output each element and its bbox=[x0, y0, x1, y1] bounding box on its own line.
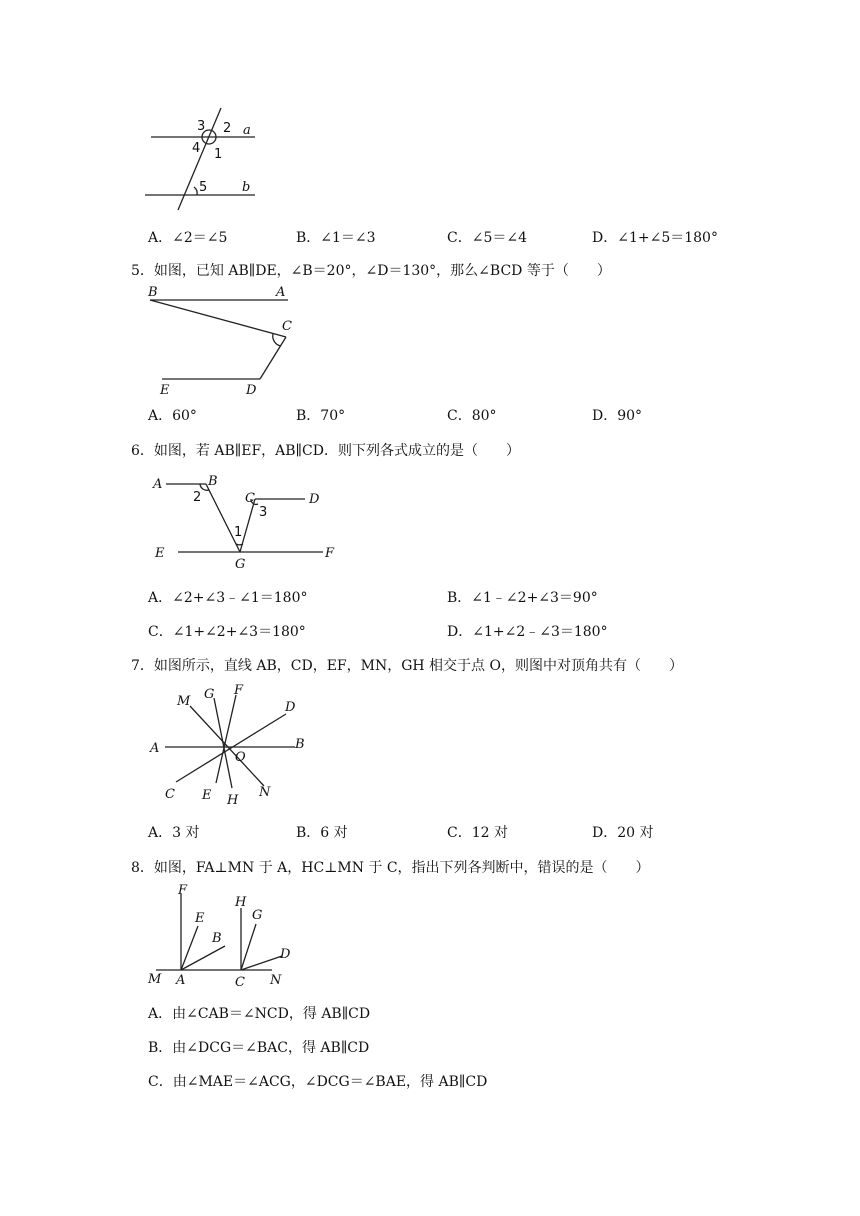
q7-label-d: D bbox=[285, 700, 296, 715]
q4-label-a: a bbox=[243, 123, 251, 138]
q8-option-a[interactable]: A．由∠CAB＝∠NCD，得 AB∥CD bbox=[148, 1006, 371, 1022]
q8-label-n: N bbox=[270, 973, 282, 988]
q8-label-a: A bbox=[176, 973, 186, 988]
q8-label-h: H bbox=[235, 895, 247, 910]
q5-label-e: E bbox=[160, 383, 170, 398]
q6-option-a[interactable]: A．∠2+∠3﹣∠1＝180° bbox=[148, 590, 308, 606]
q5-label-d: D bbox=[246, 383, 257, 398]
q6-label-3: 3 bbox=[259, 505, 268, 520]
q6-label-g: G bbox=[235, 557, 246, 572]
q7-option-a[interactable]: A．3 对 bbox=[148, 825, 200, 841]
q7-label-c: C bbox=[165, 787, 175, 802]
q5-option-c[interactable]: C．80° bbox=[447, 408, 497, 424]
q6-label-2: 2 bbox=[193, 490, 202, 505]
q8-label-m: M bbox=[148, 972, 162, 987]
q7-label-b: B bbox=[295, 737, 305, 752]
q7-text: 7．如图所示，直线 AB，CD，EF，MN，GH 相交于点 O，则图中对顶角共有（ ） bbox=[131, 658, 683, 674]
q6-label-d: D bbox=[309, 492, 320, 507]
q7-label-g: G bbox=[204, 687, 215, 702]
q8-label-f: F bbox=[178, 883, 188, 898]
q5-label-c: C bbox=[282, 319, 292, 334]
q6-option-b[interactable]: B．∠1﹣∠2+∠3＝90° bbox=[447, 590, 598, 606]
q8-text: 8．如图，FA⊥MN 于 A，HC⊥MN 于 C，指出下列各判断中，错误的是（ ） bbox=[131, 860, 650, 876]
q8-label-d: D bbox=[280, 947, 291, 962]
q7-option-b[interactable]: B．6 对 bbox=[296, 825, 348, 841]
q7-option-d[interactable]: D．20 对 bbox=[592, 825, 654, 841]
q5-option-a[interactable]: A．60° bbox=[148, 408, 197, 424]
q7-label-h: H bbox=[227, 793, 239, 808]
q4-figure bbox=[140, 100, 270, 215]
q6-option-c[interactable]: C．∠1+∠2+∠3＝180° bbox=[148, 624, 306, 640]
q7-label-o: O bbox=[235, 750, 246, 765]
q4-label-3: 3 bbox=[197, 119, 206, 134]
q7-label-n: N bbox=[259, 785, 271, 800]
q4-label-4: 4 bbox=[192, 141, 201, 156]
q6-label-a: A bbox=[153, 477, 163, 492]
q8-option-c[interactable]: C．由∠MAE＝∠ACG，∠DCG＝∠BAE，得 AB∥CD bbox=[148, 1074, 488, 1090]
q8-label-c: C bbox=[235, 975, 245, 990]
q6-label-b: B bbox=[208, 474, 218, 489]
q8-label-g: G bbox=[252, 908, 263, 923]
q5-option-d[interactable]: D．90° bbox=[592, 408, 643, 424]
q7-figure bbox=[140, 678, 320, 813]
q7-label-m: M bbox=[177, 694, 191, 709]
q4-option-c[interactable]: C．∠5＝∠4 bbox=[447, 230, 527, 246]
q6-label-1: 1 bbox=[234, 525, 243, 540]
q5-option-b[interactable]: B．70° bbox=[296, 408, 346, 424]
q4-label-1: 1 bbox=[214, 147, 223, 162]
q6-label-f: F bbox=[325, 546, 335, 561]
q5-label-b: B bbox=[148, 285, 158, 300]
q4-option-d[interactable]: D．∠1+∠5＝180° bbox=[592, 230, 718, 246]
q6-figure bbox=[145, 470, 355, 575]
q7-label-a: A bbox=[150, 741, 160, 756]
q7-option-c[interactable]: C．12 对 bbox=[447, 825, 508, 841]
q5-label-a: A bbox=[276, 285, 286, 300]
q8-figure bbox=[140, 880, 310, 990]
q7-label-f: F bbox=[234, 683, 244, 698]
q6-text: 6．如图，若 AB∥EF，AB∥CD．则下列各式成立的是（ ） bbox=[131, 443, 520, 459]
q4-option-a[interactable]: A．∠2＝∠5 bbox=[148, 230, 228, 246]
q8-option-b[interactable]: B．由∠DCG＝∠BAC，得 AB∥CD bbox=[148, 1040, 370, 1056]
q4-label-5: 5 bbox=[199, 180, 208, 195]
q4-option-b[interactable]: B．∠1＝∠3 bbox=[296, 230, 376, 246]
q8-label-e: E bbox=[195, 911, 205, 926]
q7-label-e: E bbox=[202, 788, 212, 803]
q5-figure bbox=[140, 282, 310, 400]
q6-label-e: E bbox=[155, 546, 165, 561]
q8-label-b: B bbox=[212, 931, 222, 946]
q4-label-b: b bbox=[242, 180, 251, 195]
q6-label-c: C bbox=[245, 491, 255, 506]
q6-option-d[interactable]: D．∠1+∠2﹣∠3＝180° bbox=[447, 624, 608, 640]
q5-text: 5．如图，已知 AB∥DE，∠B＝20°，∠D＝130°，那么∠BCD 等于（ ） bbox=[131, 263, 611, 279]
q4-label-2: 2 bbox=[223, 121, 232, 136]
